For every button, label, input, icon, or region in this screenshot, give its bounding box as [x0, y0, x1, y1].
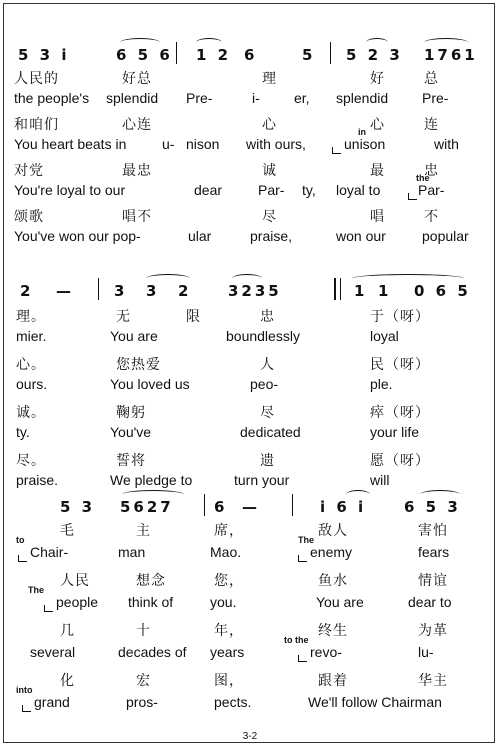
lyric-word: You're loyal to our [14, 182, 126, 198]
lyric-connector: to the [284, 635, 309, 645]
lyric-word: 于（呀） [370, 309, 430, 325]
lyric-word: the people's [14, 90, 90, 106]
lyric-word: splendid [336, 90, 389, 106]
lyric-word: 您热爱 [116, 357, 161, 373]
lyric-word: turn your [234, 472, 290, 488]
lyric-word: dear to [408, 594, 452, 610]
note-group: i 6 i [320, 498, 367, 516]
lyric-word: will [370, 472, 390, 488]
elision-mark [298, 555, 307, 562]
lyric-connector: The [298, 535, 315, 545]
lyric-word: nison [186, 136, 220, 152]
note-group: 5 [302, 46, 316, 64]
lyric-word: won our [336, 228, 386, 244]
lyric-word: years [210, 644, 245, 660]
slur [424, 38, 468, 47]
bar-line [340, 278, 341, 300]
elision-mark [332, 147, 341, 154]
lyric-word: 遗 [260, 453, 275, 469]
lyric-word: think of [128, 594, 174, 610]
slur [122, 490, 184, 499]
slur [232, 274, 262, 283]
lyric-word: with [434, 136, 459, 152]
lyric-word: 连 [424, 117, 439, 133]
lyric-word: Par- [418, 182, 445, 198]
page-number: 3-2 [242, 731, 258, 742]
lyric-word: 心 [370, 117, 385, 133]
slur [366, 38, 388, 47]
lyric-word: your life [370, 424, 420, 440]
lyric-word: 诚。 [16, 405, 46, 421]
lyric-word: 为革 [418, 623, 448, 639]
lyric-word: dear [194, 182, 223, 198]
note-group: — [56, 282, 74, 300]
lyric-word: man [118, 544, 146, 560]
notation-row [0, 490, 500, 520]
lyric-word: 鞠躬 [116, 405, 146, 421]
lyric-word: Mao. [210, 544, 242, 560]
lyric-word: Pre- [186, 90, 213, 106]
lyric-word: revo- [310, 644, 342, 660]
lyric-word: 毛 [60, 523, 75, 539]
slur [352, 274, 464, 283]
lyric-word: fears [418, 544, 450, 560]
slur [346, 490, 370, 499]
lyric-word: u- [162, 136, 175, 152]
lyric-word: 尽 [262, 209, 277, 225]
lyric-word: 想念 [136, 573, 166, 589]
lyric-word: i- [252, 90, 260, 106]
lyric-word: 总 [424, 71, 439, 87]
bar-line [292, 494, 293, 516]
lyric-word: mier. [16, 328, 47, 344]
lyric-word: 年， [214, 623, 244, 639]
elision-mark [298, 655, 307, 662]
bar-line [204, 494, 205, 516]
note-group: 5 3 [60, 498, 96, 516]
note-group: 6 [214, 498, 228, 516]
lyric-word: 诚 [262, 163, 277, 179]
note-group: — [242, 498, 260, 516]
lyric-word: 好总 [122, 71, 152, 87]
lyric-word: You heart beats in [14, 136, 127, 152]
lyric-word: pects. [214, 694, 252, 710]
lyric-word: You are [316, 594, 364, 610]
lyric-word: 您， [214, 573, 244, 589]
note-group: 3 [146, 282, 160, 300]
lyric-word: 终生 [318, 623, 348, 639]
lyric-word: Pre- [422, 90, 449, 106]
lyric-word: 宏 [136, 673, 151, 689]
lyric-word: 忠 [424, 163, 439, 179]
note-group: 0 6 5 [414, 282, 471, 300]
lyric-word: We pledge to [110, 472, 193, 488]
lyric-word: loyal [370, 328, 399, 344]
note-group: 6 [244, 46, 258, 64]
lyric-word: 跟着 [318, 673, 348, 689]
lyric-word: 理。 [16, 309, 46, 325]
lyric-word: 最忠 [122, 163, 152, 179]
elision-mark [22, 705, 31, 712]
lyric-word: 十 [136, 623, 151, 639]
bar-line [330, 42, 331, 64]
lyric-word: 人民的 [14, 71, 59, 87]
lyric-word: 无 [116, 309, 131, 325]
elision-mark [18, 555, 27, 562]
lyric-word: ple. [370, 376, 393, 392]
lyric-word: ular [188, 228, 212, 244]
lyric-word: Par- [258, 182, 285, 198]
lyric-word: 尽。 [16, 453, 46, 469]
lyric-word: pros- [126, 694, 158, 710]
lyric-word: We'll follow Chairman [308, 694, 442, 710]
lyric-connector: The [28, 585, 45, 595]
lyric-connector: the [416, 173, 430, 183]
lyric-word: 几 [60, 623, 75, 639]
lyric-word: splendid [106, 90, 159, 106]
lyric-word: 瘁（呀） [370, 405, 430, 421]
lyric-word: popular [422, 228, 469, 244]
lyric-word: You loved us [110, 376, 190, 392]
note-group: 3235 [228, 282, 282, 300]
note-group: 3 [114, 282, 128, 300]
lyric-word: 心 [262, 117, 277, 133]
lyric-word: 最 [370, 163, 385, 179]
lyric-word: 情谊 [418, 573, 448, 589]
lyric-word: 不 [424, 209, 439, 225]
lyric-word: er, [294, 90, 310, 106]
lyric-word: 限 [186, 309, 201, 325]
note-group: 1 [378, 282, 392, 300]
lyric-word: boundlessly [226, 328, 300, 344]
note-group: 1 2 [196, 46, 232, 64]
lyric-word: 席， [214, 523, 244, 539]
note-group: 1 [354, 282, 368, 300]
lyric-word: 华主 [418, 673, 448, 689]
lyric-word: decades of [118, 644, 187, 660]
note-group: 2 [178, 282, 192, 300]
lyric-word: You've [110, 424, 152, 440]
bar-line [176, 42, 177, 64]
lyric-connector: to [16, 535, 25, 545]
lyric-word: You are [110, 328, 158, 344]
lyric-word: 化 [60, 673, 75, 689]
lyric-word: 忠 [260, 309, 275, 325]
lyric-word: You've won our pop- [14, 228, 141, 244]
note-group: 5627 [120, 498, 174, 516]
lyric-connector: into [16, 685, 33, 695]
lyric-word: enemy [310, 544, 353, 560]
note-group: 1761 [424, 46, 478, 64]
lyric-word: 图， [214, 673, 244, 689]
lyric-word: lu- [418, 644, 434, 660]
lyric-word: 人民 [60, 573, 90, 589]
lyric-word: 对党 [14, 163, 44, 179]
lyric-word: 理 [262, 71, 277, 87]
lyric-word: 好 [370, 71, 385, 87]
elision-mark [408, 193, 417, 200]
lyric-word: Chair- [30, 544, 69, 560]
lyric-word: loyal to [336, 182, 381, 198]
lyric-word: unison [344, 136, 386, 152]
lyric-word: with ours, [246, 136, 306, 152]
bar-line [334, 278, 336, 300]
slur [420, 490, 460, 499]
lyric-word: peo- [250, 376, 279, 392]
lyric-connector: in [358, 127, 366, 137]
lyric-word: praise. [16, 472, 59, 488]
lyric-word: 人 [260, 357, 275, 373]
lyric-word: grand [34, 694, 70, 710]
lyric-word: 愿（呀） [370, 453, 430, 469]
lyric-word: several [30, 644, 76, 660]
note-group: 6 5 3 [404, 498, 461, 516]
lyric-word: 誓将 [116, 453, 146, 469]
lyric-word: 敌人 [318, 523, 348, 539]
lyric-word: 尽 [260, 405, 275, 421]
lyric-word: ty. [16, 424, 30, 440]
notation-row [0, 38, 500, 68]
note-group: 5 3 i [18, 46, 70, 64]
notation-row [0, 274, 500, 304]
slur [146, 274, 190, 283]
elision-mark [44, 605, 53, 612]
lyric-word: dedicated [240, 424, 301, 440]
lyric-word: 唱 [370, 209, 385, 225]
slur [120, 38, 160, 47]
note-group: 5 2 3 [346, 46, 403, 64]
lyric-word: 主 [136, 523, 151, 539]
lyric-word: 唱不 [122, 209, 152, 225]
lyric-word: 鱼水 [318, 573, 348, 589]
lyric-word: 害怕 [418, 523, 448, 539]
slur [196, 38, 222, 47]
lyric-word: praise, [250, 228, 293, 244]
lyric-word: 心连 [122, 117, 152, 133]
bar-line [98, 278, 99, 300]
lyric-word: 和咱们 [14, 117, 59, 133]
lyric-word: 心。 [16, 357, 46, 373]
lyric-word: 民（呀） [370, 357, 430, 373]
lyric-word: you. [210, 594, 237, 610]
note-group: 2 [20, 282, 34, 300]
lyric-word: 颂歌 [14, 209, 44, 225]
lyric-word: ty, [302, 182, 316, 198]
lyric-word: ours. [16, 376, 48, 392]
lyric-word: people [56, 594, 99, 610]
note-group: 6 5 6 [116, 46, 173, 64]
